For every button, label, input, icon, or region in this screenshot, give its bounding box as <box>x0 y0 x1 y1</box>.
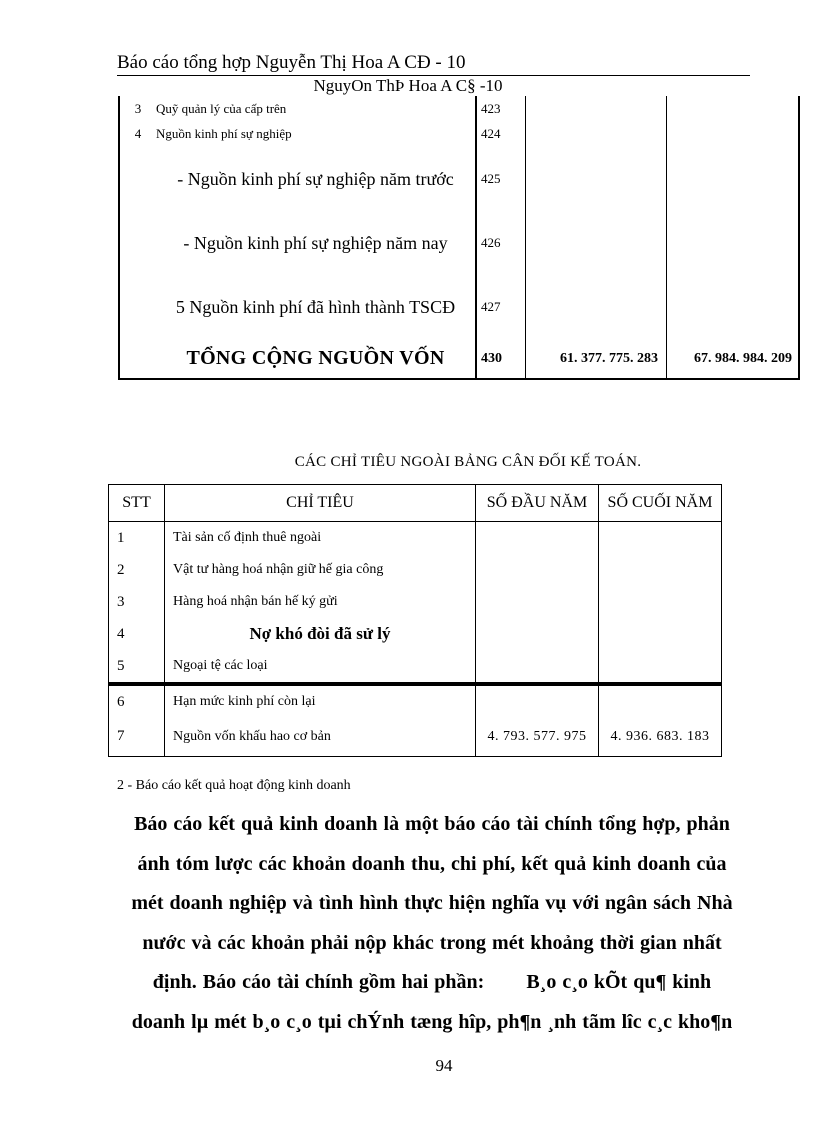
row-stt <box>119 275 156 339</box>
row-name: Hàng hoá nhận bán hế ký gửi <box>165 586 476 618</box>
row-name: - Nguồn kinh phí sự nghiệp năm nay <box>156 211 476 275</box>
page-number: 94 <box>435 1056 453 1075</box>
total-code: 430 <box>476 339 526 379</box>
row-end <box>667 121 800 147</box>
page-header: Báo cáo tổng hợp Nguyễn Thị Hoa A CĐ - 10 <box>117 52 750 76</box>
table-row <box>119 275 799 339</box>
row-begin: 4. 793. 577. 975 <box>476 718 599 756</box>
header-end: SỐ CUỐI NĂM <box>599 485 722 522</box>
row-end <box>599 618 722 650</box>
row-name: Vật tư hàng hoá nhận giữ hế gia công <box>165 554 476 586</box>
row-begin <box>526 275 667 339</box>
paragraph-line: nước và các khoản phải nộp khác trong mét khoảng thời gian nhất <box>142 931 722 954</box>
table-row <box>119 211 799 275</box>
row-stt: 5 <box>109 650 165 684</box>
total-end: 67. 984. 984. 209 <box>667 339 800 379</box>
row-stt: 6 <box>109 684 165 718</box>
page-subheader: NguyOn ThÞ Hoa A C§ -10 <box>313 76 503 95</box>
paragraph-line: ánh tóm lược các khoản doanh thu, chi phí, kết quả kinh doanh của <box>137 852 727 875</box>
row-stt: 2 <box>109 554 165 586</box>
row-name: Ngoại tệ các loại <box>165 650 476 684</box>
row-stt: 7 <box>109 718 165 756</box>
total-label: TỔNG CỘNG NGUỒN VỐN <box>156 339 476 379</box>
row-begin <box>526 211 667 275</box>
row-end <box>599 554 722 586</box>
row-code: 426 <box>476 211 526 275</box>
row-name: Tài sản cố định thuê ngoài <box>165 522 476 555</box>
table-row <box>109 684 722 718</box>
row-stt: 4 <box>119 121 156 147</box>
row-stt: 1 <box>109 522 165 555</box>
table-header-row <box>109 485 722 522</box>
body-paragraph <box>112 805 752 1042</box>
row-code: 425 <box>476 147 526 211</box>
row-name: 5 Nguồn kinh phí đã hình thành TSCĐ <box>156 275 476 339</box>
table-row <box>119 147 799 211</box>
table-row <box>109 554 722 586</box>
row-code: 423 <box>476 96 526 121</box>
row-begin <box>526 121 667 147</box>
row-stt <box>119 147 156 211</box>
row-stt: 4 <box>109 618 165 650</box>
row-name: Nguồn vốn khấu hao cơ bản <box>165 718 476 756</box>
paragraph-line: định. Báo cáo tài chính gồm hai phần: B¸o c¸o kÕt qu¶ kinh <box>152 971 712 993</box>
table-row <box>109 586 722 618</box>
row-end: 4. 936. 683. 183 <box>599 718 722 756</box>
header-begin: SỐ ĐẦU NĂM <box>476 485 599 522</box>
table-row <box>109 650 722 684</box>
paragraph-line: mét doanh nghiệp và tình hình thực hiện nghĩa vụ với ngân sách Nhà <box>131 892 733 914</box>
row-end <box>599 684 722 718</box>
total-row <box>119 339 799 379</box>
row-stt: 3 <box>109 586 165 618</box>
row-end <box>667 147 800 211</box>
balance-sheet-table <box>118 96 800 380</box>
table-row <box>119 96 799 121</box>
row-name: Quỹ quản lý của cấp trên <box>156 96 476 121</box>
row-name: Nguồn kinh phí sự nghiệp <box>156 121 476 147</box>
row-begin <box>476 650 599 684</box>
row-code: 427 <box>476 275 526 339</box>
row-begin <box>526 147 667 211</box>
row-begin <box>476 554 599 586</box>
section-heading: 2 - Báo cáo kết quả hoạt động kinh doanh <box>117 778 351 793</box>
row-name: - Nguồn kinh phí sự nghiệp năm trước <box>156 147 476 211</box>
total-begin: 61. 377. 775. 283 <box>526 339 667 379</box>
row-end <box>667 211 800 275</box>
off-balance-table <box>108 484 722 757</box>
table-row <box>119 121 799 147</box>
row-begin <box>476 684 599 718</box>
paragraph-line: doanh lµ mét b¸o c¸o tµi chÝnh tæng hîp, ph¶n ¸nh tãm lîc c¸c kho¶n <box>131 1010 733 1033</box>
row-stt <box>119 339 156 379</box>
row-end <box>599 522 722 555</box>
row-end <box>667 275 800 339</box>
row-end <box>599 650 722 684</box>
row-begin <box>526 96 667 121</box>
row-stt <box>119 211 156 275</box>
row-end <box>667 96 800 121</box>
off-balance-title: CÁC CHỈ TIÊU NGOÀI BẢNG CÂN ĐỐI KẾ TOÁN. <box>294 454 642 470</box>
table-row <box>109 522 722 555</box>
row-begin <box>476 522 599 555</box>
header-stt: STT <box>109 485 165 522</box>
row-end <box>599 586 722 618</box>
row-name: Nợ khó đòi đã sử lý <box>165 618 476 650</box>
row-stt: 3 <box>119 96 156 121</box>
table-row <box>109 618 722 650</box>
table-row <box>109 718 722 756</box>
row-name: Hạn mức kinh phí còn lại <box>165 684 476 718</box>
row-code: 424 <box>476 121 526 147</box>
paragraph-line: Báo cáo kết quả kinh doanh là một báo cáo tài chính tổng hợp, phản <box>134 813 730 835</box>
header-name: CHỈ TIÊU <box>165 485 476 522</box>
row-begin <box>476 618 599 650</box>
row-begin <box>476 586 599 618</box>
